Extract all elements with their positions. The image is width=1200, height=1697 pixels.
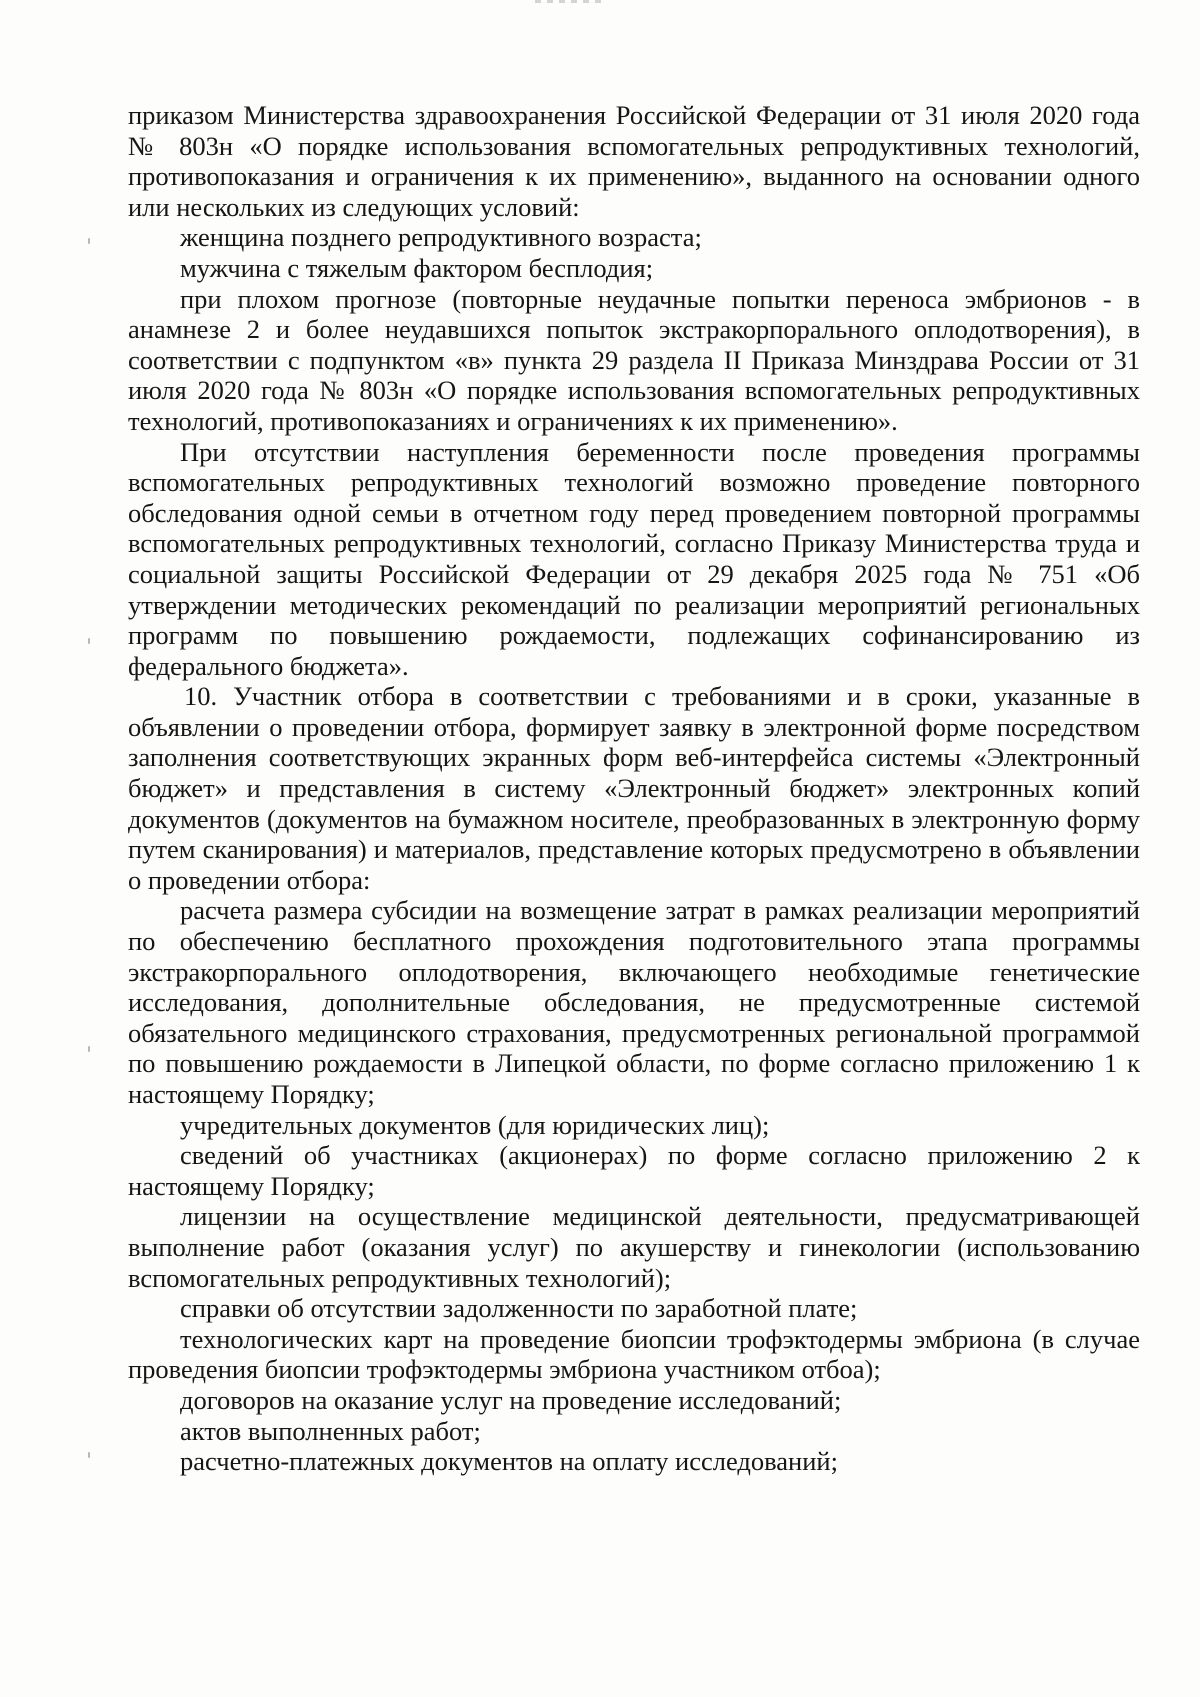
list-item-shareholders: сведений об участниках (акционерах) по форме согласно приложению 2 к настоящему Порядку;	[128, 1140, 1140, 1201]
scan-margin-mark	[88, 1046, 90, 1052]
list-item-salary-debt-certificate: справки об отсутствии задолженности по заработной плате;	[180, 1293, 858, 1324]
paragraph-order-reference: приказом Министерства здравоохранения Российской Федерации от 31 июля 2020 года № 803н «О порядке использования вспомогательных репродуктивных технологий, противопоказания и ограничения к их применению», выданного на основании одного или нескольких из следующих условий:	[128, 100, 1140, 222]
paragraph-repeat-examination: При отсутствии наступления беременности после проведения программы вспомогательных репродуктивных технологий возможно проведение повторного обследования одной семьи в отчетном году перед проведением повторной программы вспомогательных репродуктивных технологий, согласно Приказу Министерства труда и социальной защиты Российской Федерации от 29 декабря 2025 года № 751 «Об утверждении методических рекомендаций по реализации мероприятий региональных программ по повышению рождаемости, подлежащих софинансированию из федерального бюджета».	[128, 436, 1140, 681]
list-item-technology-cards: технологических карт на проведение биопсии трофэктодермы эмбриона (в случае проведения биопсии трофэктодермы эмбриона участником отбоа);	[128, 1323, 1140, 1385]
scan-margin-mark	[88, 638, 90, 644]
list-item-poor-prognosis: при плохом прогнозе (повторные неудачные попытки переноса эмбрионов - в анамнезе 2 и более неудавшихся попыток экстракорпорального оплодотворения), в соответствии с подпунктом «в» пункта 29 раздела II Приказа Минздрава России от 31 июля 2020 года № 803н «О порядке использования вспомогательных репродуктивных технологий, противопоказаниях и ограничениях к их применению».	[128, 283, 1140, 436]
scan-margin-mark	[88, 238, 90, 244]
list-item-founding-documents: учредительных документов (для юридических лиц);	[180, 1109, 770, 1140]
list-item-payment-documents: расчетно-платежных документов на оплату исследований;	[180, 1446, 838, 1477]
list-item-service-contracts: договоров на оказание услуг на проведение исследований;	[180, 1384, 842, 1415]
list-item-late-reproductive-age: женщина позднего репродуктивного возраста;	[180, 222, 702, 253]
list-item-male-infertility: мужчина с тяжелым фактором бесплодия;	[180, 252, 654, 283]
paragraph-item-10: 10. Участник отбора в соответствии с требованиями и в сроки, указанные в объявлении о проведении отбора, формирует заявку в электронной форме посредством заполнения соответствующих экранных форм веб-интерфейса системы «Электронный бюджет» и представления в систему «Электронный бюджет» электронных копий документов (документов на бумажном носителе, преобразованных в электронную форму путем сканирования) и материалов, представление которых предусмотрено в объявлении о проведении отбора:	[128, 681, 1140, 895]
document-body	[128, 100, 1140, 1477]
list-item-license: лицензии на осуществление медицинской деятельности, предусматривающей выполнение работ (оказания услуг) по акушерству и гинекологии (использованию вспомогательных репродуктивных технологий);	[128, 1201, 1140, 1293]
list-item-work-acts: актов выполненных работ;	[180, 1415, 481, 1446]
list-item-subsidy-calculation: расчета размера субсидии на возмещение затрат в рамках реализации мероприятий по обеспечению бесплатного прохождения подготовительного этапа программы экстракорпорального оплодотворения, включающего необходимые генетические исследования, дополнительные обследования, не предусмотренные системой обязательного медицинского страхования, предусмотренных региональной программой по повышению рождаемости в Липецкой области, по форме согласно приложению 1 к настоящему Порядку;	[128, 895, 1140, 1109]
scan-margin-mark	[88, 1452, 90, 1458]
scan-edge-mark	[535, 0, 605, 3]
